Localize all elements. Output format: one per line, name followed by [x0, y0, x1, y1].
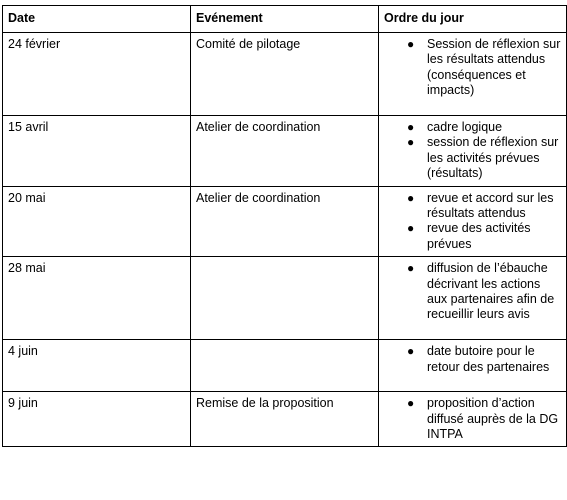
- agenda-item: [384, 135, 561, 181]
- table-header-row: [3, 6, 567, 33]
- cell-event: Atelier de coordination: [191, 116, 379, 187]
- table-row: [3, 257, 567, 340]
- cell-date: 9 juin: [3, 392, 191, 447]
- bullet-icon: ●: [407, 135, 415, 150]
- cell-date: 4 juin: [3, 340, 191, 392]
- bullet-icon: ●: [407, 344, 415, 359]
- agenda-item-text: session de réflexion sur les activités prévues (résultats): [427, 135, 559, 181]
- bullet-icon: ●: [407, 190, 415, 205]
- agenda-item: [384, 37, 561, 99]
- agenda-item: [384, 221, 561, 252]
- agenda-item-text: revue et accord sur les résultats attendus: [427, 190, 554, 221]
- agenda-item: [384, 396, 561, 442]
- agenda-item-text: cadre logique: [427, 120, 503, 134]
- agenda-item: [384, 120, 561, 135]
- table-row: [3, 340, 567, 392]
- agenda-item-text: revue des activités prévues: [427, 221, 531, 251]
- agenda-list: [384, 344, 561, 375]
- table-row: [3, 392, 567, 447]
- table-row: [3, 33, 567, 116]
- agenda-item-text: diffusion de l’ébauche décrivant les actions aux partenaires afin de recueillir leurs avis: [427, 261, 555, 322]
- agenda-item: [384, 191, 561, 222]
- agenda-list: [384, 191, 561, 253]
- table-row: [3, 116, 567, 187]
- agenda-item: [384, 261, 561, 323]
- schedule-table: [2, 5, 567, 447]
- header-agenda: Ordre du jour: [379, 6, 567, 33]
- cell-agenda: [379, 392, 567, 447]
- cell-date: 20 mai: [3, 186, 191, 257]
- agenda-list: [384, 396, 561, 442]
- cell-agenda: [379, 186, 567, 257]
- table-row: [3, 186, 567, 257]
- cell-date: 24 février: [3, 33, 191, 116]
- bullet-icon: ●: [407, 396, 415, 411]
- bullet-icon: ●: [407, 37, 415, 51]
- cell-event: [191, 257, 379, 340]
- header-date: Date: [3, 6, 191, 33]
- cell-agenda: [379, 257, 567, 340]
- agenda-item: [384, 344, 561, 375]
- cell-date: 28 mai: [3, 257, 191, 340]
- agenda-list: [384, 261, 561, 323]
- cell-event: Atelier de coordination: [191, 186, 379, 257]
- cell-date: 15 avril: [3, 116, 191, 187]
- agenda-item-text: Session de réflexion sur les résultats attendus (conséquences et impacts): [427, 37, 561, 98]
- cell-agenda: [379, 33, 567, 116]
- agenda-item-text: date butoire pour le retour des partenaires: [427, 344, 550, 374]
- cell-event: [191, 340, 379, 392]
- agenda-item-text: proposition d’action diffusé auprès de la DG INTPA: [427, 396, 559, 442]
- agenda-list: [384, 37, 561, 99]
- cell-agenda: [379, 116, 567, 187]
- bullet-icon: ●: [407, 120, 415, 134]
- cell-event: Remise de la proposition: [191, 392, 379, 447]
- agenda-list: [384, 120, 561, 182]
- cell-event: Comité de pilotage: [191, 33, 379, 116]
- bullet-icon: ●: [407, 261, 415, 276]
- bullet-icon: ●: [407, 221, 415, 236]
- cell-agenda: [379, 340, 567, 392]
- header-event: Evénement: [191, 6, 379, 33]
